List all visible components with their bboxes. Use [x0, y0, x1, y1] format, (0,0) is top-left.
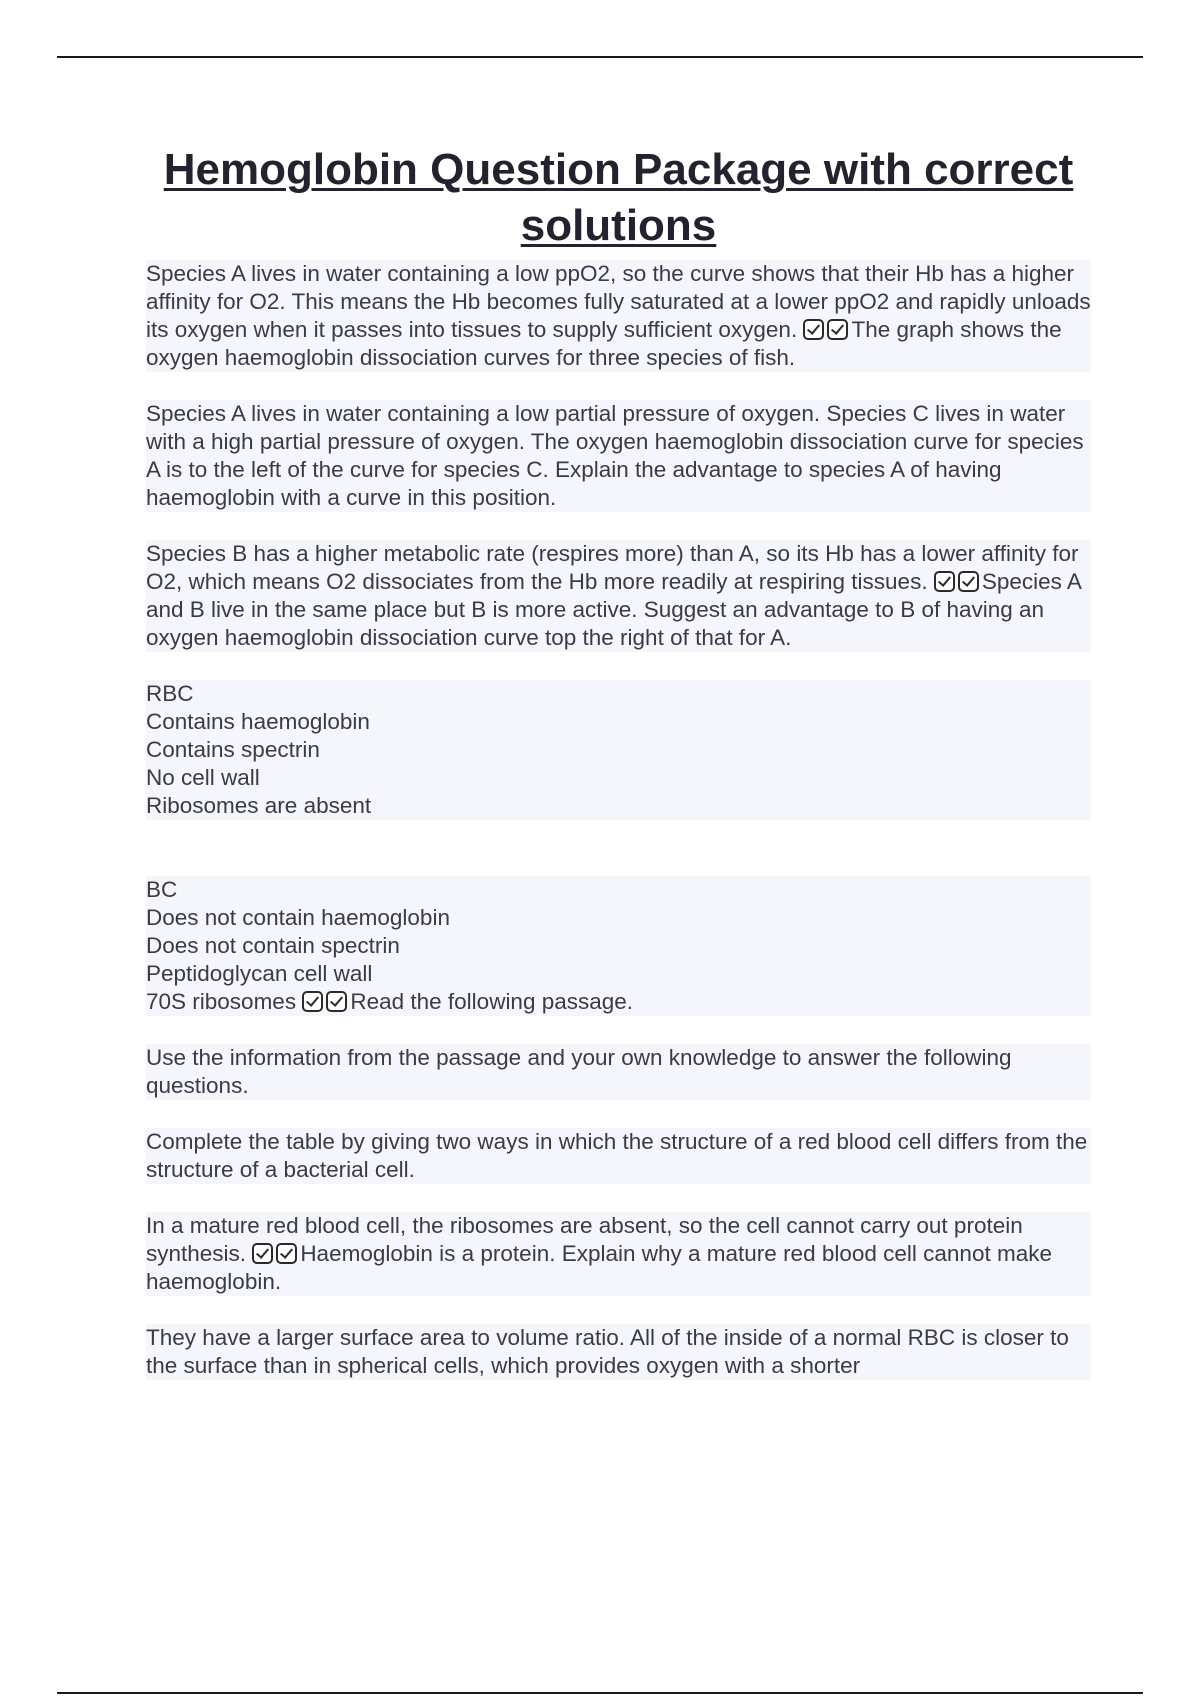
paragraph-8: They have a larger surface area to volume ratio. All of the inside of a normal RBC is closer to the surface than in spherical cells, which provides oxygen with a shorter	[146, 1324, 1091, 1380]
answer-text: In a mature red blood cell, the ribosomes are absent, so the cell cannot carry out protein synthesis.	[146, 1213, 1023, 1266]
document-body	[146, 142, 1091, 1408]
paragraph-3	[146, 540, 1091, 652]
page-title: Hemoglobin Question Package with correct solutions	[163, 145, 1074, 250]
list-item-with-question	[146, 988, 1091, 1016]
checkbox-checked-icon	[302, 991, 323, 1012]
list-item: Contains spectrin	[146, 737, 320, 762]
spacer	[146, 820, 1091, 876]
checkbox-checked-icon	[827, 319, 848, 340]
list-item: 70S ribosomes	[146, 989, 297, 1014]
bottom-rule	[57, 1692, 1143, 1694]
answer-text: Species A lives in water containing a low ppO2, so the curve shows that their Hb has a higher affinity for O2. This means the Hb becomes fully saturated at a lower ppO2 and rapidly unloads its oxygen when it passes into tissues to supply sufficient oxygen.	[146, 261, 1091, 342]
paragraph-7	[146, 1212, 1091, 1296]
checkbox-checked-icon	[958, 571, 979, 592]
bc-list	[146, 876, 1091, 1016]
list-item: Contains haemoglobin	[146, 709, 370, 734]
paragraph-6: Complete the table by giving two ways in which the structure of a red blood cell differs from the structure of a bacterial cell.	[146, 1128, 1091, 1184]
checkbox-checked-icon	[803, 319, 824, 340]
question-text: Read the following passage.	[350, 989, 634, 1014]
answer-text: Species B has a higher metabolic rate (respires more) than A, so its Hb has a lower affinity for O2, which means O2 dissociates from the Hb more readily at respiring tissues.	[146, 541, 1079, 594]
paragraph-2: Species A lives in water containing a low partial pressure of oxygen. Species C lives in water with a high partial pressure of oxygen. The oxygen haemoglobin dissociation curve for species A is to the left of the curve for species C. Explain the advantage to species A of having haemoglobin with a curve in this position.	[146, 400, 1091, 512]
list-item: Ribosomes are absent	[146, 793, 372, 818]
checkbox-checked-icon	[252, 1243, 273, 1264]
list-item: Does not contain spectrin	[146, 933, 400, 958]
list-item: No cell wall	[146, 765, 260, 790]
list-item: Does not contain haemoglobin	[146, 905, 450, 930]
top-rule	[57, 56, 1143, 58]
checkbox-checked-icon	[276, 1243, 297, 1264]
list-item: RBC	[146, 681, 194, 706]
question-text: Haemoglobin is a protein. Explain why a mature red blood cell cannot make haemoglobin.	[146, 1241, 1052, 1294]
rbc-list	[146, 680, 1091, 820]
checkbox-checked-icon	[934, 571, 955, 592]
question-text: The graph shows the oxygen haemoglobin dissociation curves for three species of fish.	[146, 317, 1062, 370]
checkbox-checked-icon	[326, 991, 347, 1012]
list-item: Peptidoglycan cell wall	[146, 961, 373, 986]
list-item: BC	[146, 877, 178, 902]
paragraph-5: Use the information from the passage and your own knowledge to answer the following questions.	[146, 1044, 1091, 1100]
paragraph-1	[146, 260, 1091, 372]
question-text: Species A and B live in the same place but B is more active. Suggest an advantage to B of having an oxygen haemoglobin dissociation curve top the right of that for A.	[146, 569, 1081, 650]
